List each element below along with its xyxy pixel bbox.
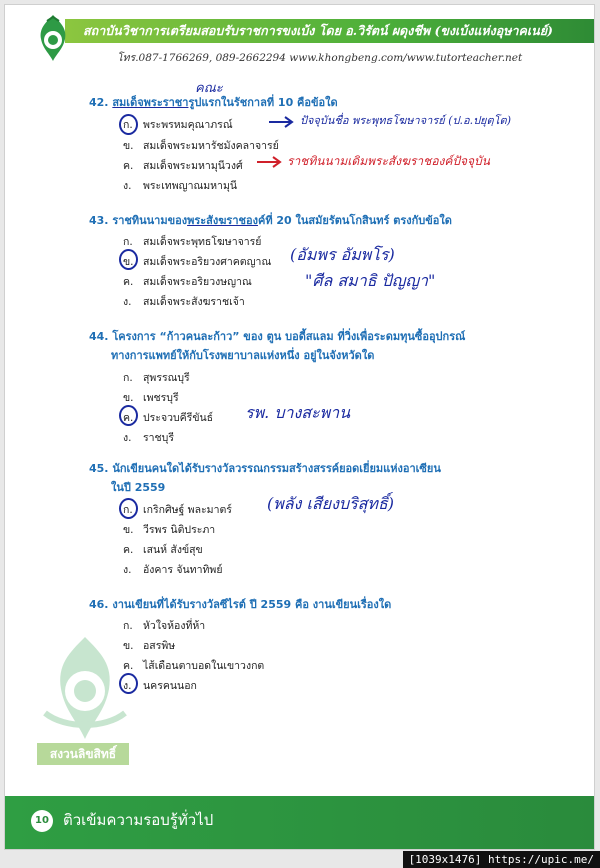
choice-42-a: ก. พระพรหมคุณาภรณ์ — [123, 119, 233, 131]
question-text: นักเขียนคนใดได้รับรางวัลวรรณกรรมสร้างสรรค์ยอดเยี่ยมแห่งอาเซียน — [112, 462, 441, 475]
question-text: งานเขียนที่ได้รับรางวัลซีไรต์ ปี 2559 คือ งานเขียนเรื่องใด — [112, 598, 392, 611]
choice-44-c: ค. ประจวบคีรีขันธ์ — [123, 412, 214, 424]
document-page — [4, 4, 595, 850]
choice-44-b: ข. เพชรบุรี — [123, 392, 179, 404]
choice-43-c: ค. สมเด็จพระอริยวงษญาณ — [123, 276, 252, 288]
choice-46-a: ก. หัวใจห้องที่ห้า — [123, 620, 206, 632]
institute-logo-icon — [33, 13, 73, 63]
answer-circle — [119, 114, 138, 135]
choice-45-d: ง. อังคาร จันทาทิพย์ — [123, 564, 223, 576]
handwritten-note: คณะ — [195, 81, 223, 96]
footer-title: ติวเข้มความรอบรู้ทั่วไป — [63, 811, 214, 829]
choice-42-b: ข. สมเด็จพระมหารัชมังคลาจารย์ — [123, 140, 279, 152]
choice-44-d: ง. ราชบุรี — [123, 432, 174, 444]
choice-45-a: ก. เกริกศิษฐ์ พละมาตร์ — [123, 504, 232, 516]
page-number: 10 — [31, 810, 53, 832]
header — [5, 5, 594, 75]
question-text: โครงการ “ก้าวคนละก้าว” ของ ตูน บอดี้สแลม ที่วิ่งเพื่อระดมทุนซื้ออุปกรณ์ — [112, 330, 466, 343]
choice-46-c: ค. ไส้เดือนตาบอดในเขาวงกต — [123, 660, 265, 672]
watermark-logo-icon — [35, 633, 135, 743]
question-43 — [89, 211, 452, 229]
choice-42-c: ค. สมเด็จพระมหามุนีวงศ์ — [123, 160, 243, 172]
question-44 — [89, 327, 465, 345]
handwritten-note: ปัจจุบันชื่อ พระพุทธโฆษาจารย์ (ป.อ.ปยุตฺโต) — [300, 114, 511, 127]
choice-45-c: ค. เสนห์ สังข์สุข — [123, 544, 203, 556]
choice-43-a: ก. สมเด็จพระพุทธโฆษาจารย์ — [123, 236, 262, 248]
choice-42-d: ง. พระเทพญาณมหามุนี — [123, 180, 238, 192]
answer-circle — [119, 249, 138, 270]
question-46 — [89, 595, 391, 613]
choice-46-d: ง. นครคนนอก — [123, 680, 197, 692]
arrow-right-icon — [255, 155, 285, 169]
footer — [5, 796, 594, 849]
arrow-right-icon — [267, 115, 297, 129]
header-contact: โทร.087-1766269, 089-2662294 www.khongbeng.com/www.tutorteacher.net — [117, 52, 523, 64]
question-44-line2: ทางการแพทย์ให้กับโรงพยาบาลแห่งหนึ่ง อยู่ในจังหวัดใด — [111, 349, 375, 362]
question-number: 43. — [89, 214, 109, 227]
question-45 — [89, 459, 441, 477]
question-number: 42. — [89, 96, 109, 109]
choice-44-a: ก. สุพรรณบุรี — [123, 372, 190, 384]
question-text: ค์ที่ 20 ในสมัยรัตนโกสินทร์ ตรงกับข้อใด — [257, 214, 452, 227]
question-underlined-text: สมเด็จพระราชา — [112, 96, 189, 109]
copyright-label: สงวนลิขสิทธิ์ — [37, 743, 129, 765]
choice-43-b: ข. สมเด็จพระอริยวงศาคตญาณ — [123, 256, 272, 268]
question-45-line2: ในปี 2559 — [111, 481, 166, 494]
answer-circle — [119, 405, 138, 426]
choice-45-b: ข. วีรพร นิติประภา — [123, 524, 216, 536]
question-text: รูปแรกในรัชกาลที่ 10 คือข้อใด — [188, 96, 338, 109]
handwritten-note: (อัมพร อัมพโร) — [290, 245, 395, 264]
question-number: 44. — [89, 330, 109, 343]
question-underlined-text: พระสังฆราชอง — [187, 214, 258, 227]
question-number: 46. — [89, 598, 109, 611]
handwritten-note: รพ. บางสะพาน — [245, 403, 351, 422]
choice-46-b: ข. อสรพิษ — [123, 640, 176, 652]
choice-43-d: ง. สมเด็จพระสังฆราชเจ้า — [123, 296, 245, 308]
handwritten-note: (พลัง เสียงบริสุทธิ์) — [267, 494, 394, 513]
header-title: สถาบันวิชาการเตรียมสอบรับราชการขงเบ้ง โดย อ.วิรัตน์ ผดุงชีพ (ขงเบ้งแห่งอุษาคเนย์) — [83, 23, 553, 38]
image-host-stamp: [1039x1476] https://upic.me/ — [403, 851, 600, 868]
handwritten-note: "ศีล สมาธิ ปัญญา" — [305, 271, 436, 290]
answer-circle — [119, 498, 138, 519]
question-text: ราชทินนามของ — [112, 214, 188, 227]
question-number: 45. — [89, 462, 109, 475]
handwritten-note: ราชทินนามเดิมพระสังฆราชองค์ปัจจุบัน — [287, 154, 490, 168]
